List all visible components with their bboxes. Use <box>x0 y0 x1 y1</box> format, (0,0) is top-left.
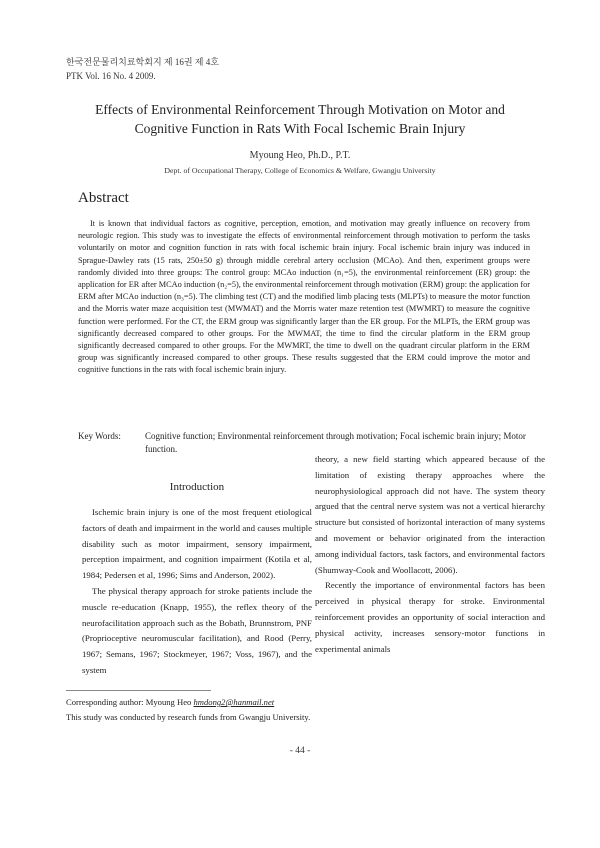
footnote-divider <box>66 690 211 691</box>
paper-title <box>40 100 560 138</box>
intro-paragraph-1: Ischemic brain injury is one of the most frequent etiological factors of death and impairment in the world and causes multiple disability such as motor impairment, sensory impairment, perception impairment, and cognition impairment (Kotila et al, 1984; Pedersen et al, 1996; Sims and Anderson, 2002). <box>82 507 312 581</box>
intro-paragraph-3: Recently the importance of environmental factors has been perceived in physical therapy for stroke. Environmental reinforcement provides an opportunity of social interaction and physical activity, increases sensory-motor functions in experimental animals <box>315 580 545 654</box>
journal-header <box>66 55 219 83</box>
abstract-text: It is known that individual factors as cognitive, perception, emotion, and motivation may greatly influence on recovery from neurologic region. This study was to investigate the effects of environmental reinforcement through motivation to perform the tasks voluntarily on motor and cognition function in rats with focal ischemic brain injury. Focal ischemic brain injury was induced in Sprague-Dawley rats (15 rats, 250±50 g) through middle cerebral artery occlusion (MCAo). And then, experiment groups were randomly divided into three groups: The control group: MCAo induction (n₁=5), the environmental reinforcement (ER) group: the application for ER after MCAo induction (n₂=5), the environmental reinforcement through motivation (ERM) group: the application for ERM after MCAo induction (n₃=5). The climbing test (CT) and the modified limb placing tests (MLPTs) to measure the motor function and the Morris water maze acquisition test (MWMAT) and the Morris water maze retention test (MWMRT) to measure the cognitive function were performed. For the CT, the ERM group was significantly larger than the ER group. For the MLPTs, the ERM group was significantly decreased compared to other groups. For the MWMAT, the time to find the circular platform in the ERM group significantly decreased compared to other groups. For the MWMRT, the time to dwell on the quadrant circular platform in the ERM group was significantly increased compared to other groups. These results suggested that the ERM could improve the motor and cognitive functions in the rats with focal ischemic brain injury. <box>78 219 530 375</box>
corresponding-author-label: Corresponding author: Myoung Heo <box>66 697 192 707</box>
abstract-heading: Abstract <box>78 190 129 206</box>
intro-paragraph-2: The physical therapy approach for stroke patients include the muscle re-education (Knapp, 1955), the reflex theory of the neurofacilitation approach such as the Bobath, Brunnstrom, PNF (Proprioceptive neuromuscular facilitation), and Rood (Perry, 1967; Semans, 1967; Stockmeyer, 1967; Voss, 1967), and the system <box>82 585 312 675</box>
journal-korean-title: 한국전문물리치료학회지 제 16권 제 4호 <box>66 57 219 67</box>
intro-paragraph-2-continued: theory, a new field starting which appeared because of the limitation of existing therapy approaches where the neurophysiological approach did not have. The system theory argued that the central nerve system was not a vertical hierarchy structure but consisted of horizontal interaction of many systems and movement or behavior originated from the interaction among individual factors, task factors, and environmental factors (Shumway-Cook and Woollacott, 2006). <box>315 454 545 575</box>
page-number: - 44 - <box>289 746 311 756</box>
journal-volume-info: PTK Vol. 16 No. 4 2009. <box>66 71 156 81</box>
paper-title-line-2: Cognitive Function in Rats With Focal Ischemic Brain Injury <box>134 121 466 136</box>
author-affiliation: Dept. of Occupational Therapy, College of Economics & Welfare, Gwangju University <box>164 166 436 175</box>
funding-footnote: This study was conducted by research funds from Gwangju University. <box>66 712 311 722</box>
keywords-text: Cognitive function; Environmental reinforcement through motivation; Focal ischemic brain injury; Motor function. <box>145 431 526 454</box>
corresponding-author-footnote <box>66 697 274 707</box>
introduction-heading: Introduction <box>169 481 225 493</box>
author-name: Myoung Heo, Ph.D., P.T. <box>249 150 351 161</box>
keywords-label: Key Words: <box>78 431 121 441</box>
body-column-left <box>82 460 312 679</box>
paper-title-line-1: Effects of Environmental Reinforcement Through Motivation on Motor and <box>95 102 505 117</box>
body-column-right <box>315 452 545 657</box>
author-email-link[interactable]: hmdong2@hanmail.net <box>193 697 275 707</box>
